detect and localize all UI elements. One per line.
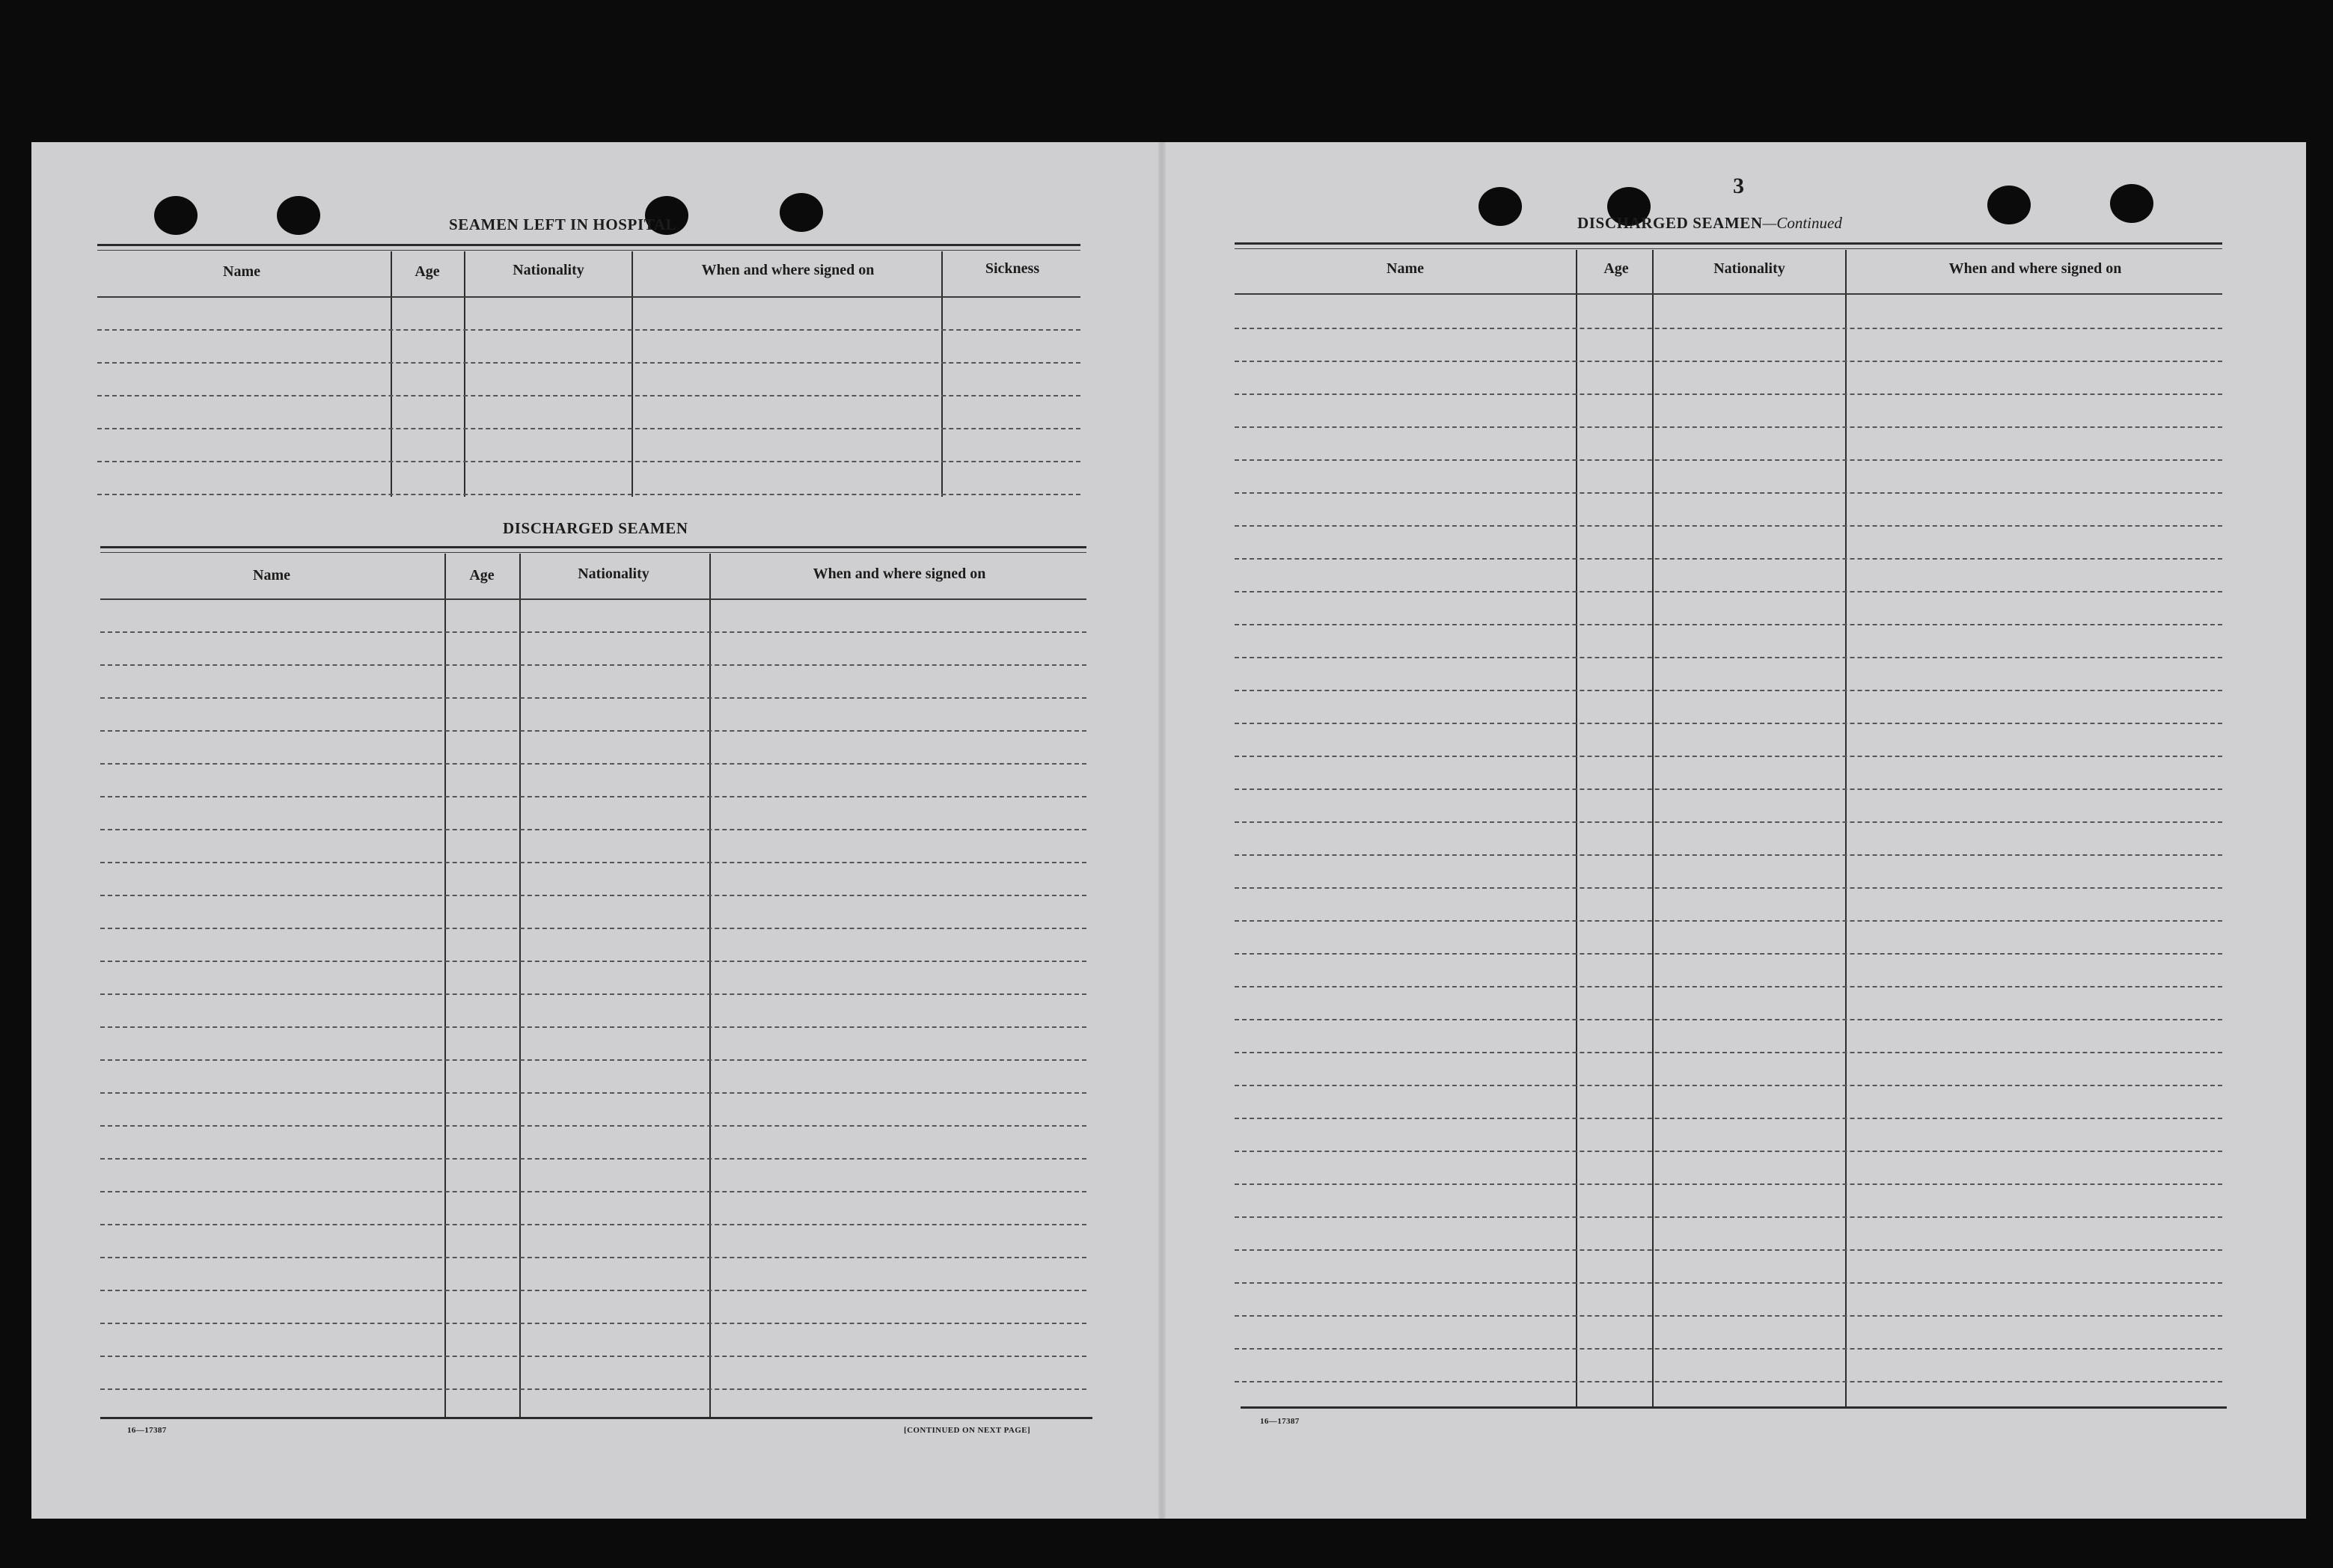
continued-section-title-main: DISCHARGED SEAMEN bbox=[1577, 214, 1763, 232]
ruled-line bbox=[97, 494, 1080, 495]
ruled-line bbox=[100, 1290, 1086, 1291]
ruled-line bbox=[1235, 1315, 2222, 1317]
hospital-divider bbox=[632, 251, 633, 497]
ruled-line bbox=[1235, 1381, 2222, 1382]
ruled-line bbox=[1235, 328, 2222, 329]
ruled-line bbox=[100, 1224, 1086, 1225]
ruled-line bbox=[97, 395, 1080, 396]
ruled-line bbox=[1235, 756, 2222, 757]
discharged-col-name: Name bbox=[253, 567, 290, 584]
continued-col-signed-on: When and where signed on bbox=[1948, 260, 2122, 277]
ruled-line bbox=[97, 362, 1080, 364]
ruled-line bbox=[100, 1092, 1086, 1094]
hospital-section-title: SEAMEN LEFT IN HOSPITAL bbox=[449, 215, 677, 233]
page-fold bbox=[1158, 142, 1166, 1519]
ruled-line bbox=[100, 1356, 1086, 1357]
ruled-line bbox=[1235, 1249, 2222, 1251]
ruled-line bbox=[1235, 459, 2222, 461]
hospital-header-rule bbox=[97, 296, 1080, 298]
ruled-line bbox=[100, 895, 1086, 896]
continued-bottom-rule bbox=[1241, 1406, 2227, 1409]
discharged-divider bbox=[444, 554, 446, 1417]
ruled-line bbox=[100, 1257, 1086, 1258]
ruled-line bbox=[100, 664, 1086, 666]
ruled-line bbox=[1235, 624, 2222, 625]
continued-col-name: Name bbox=[1386, 260, 1424, 277]
punch-hole bbox=[1479, 187, 1522, 226]
hospital-divider bbox=[941, 251, 943, 497]
hospital-col-sickness: Sickness bbox=[985, 260, 1040, 277]
discharged-top-rule-thin bbox=[100, 552, 1086, 553]
punch-hole bbox=[1987, 186, 2031, 224]
punch-hole bbox=[277, 196, 320, 235]
ruled-line bbox=[1235, 1019, 2222, 1020]
hospital-col-nationality: Nationality bbox=[513, 262, 584, 278]
right-form-number: 16—17387 bbox=[1260, 1417, 1300, 1426]
discharged-col-age: Age bbox=[469, 567, 495, 584]
discharged-top-rule bbox=[100, 546, 1086, 548]
ruled-line bbox=[1235, 1085, 2222, 1086]
ruled-line bbox=[1235, 854, 2222, 856]
ruled-line bbox=[100, 993, 1086, 995]
ruled-line bbox=[1235, 657, 2222, 658]
ruled-line bbox=[100, 763, 1086, 765]
ruled-line bbox=[97, 461, 1080, 462]
page-number: 3 bbox=[1733, 174, 1744, 198]
ruled-line bbox=[1235, 1118, 2222, 1119]
ruled-line bbox=[100, 1158, 1086, 1160]
ruled-line bbox=[1235, 887, 2222, 889]
hospital-col-age: Age bbox=[415, 263, 440, 280]
ruled-line bbox=[100, 796, 1086, 797]
ruled-line bbox=[100, 1125, 1086, 1127]
discharged-header-rule bbox=[100, 598, 1086, 600]
discharged-bottom-rule bbox=[100, 1417, 1092, 1419]
ruled-line bbox=[1235, 1282, 2222, 1284]
ruled-line bbox=[1235, 426, 2222, 428]
ruled-line bbox=[1235, 1216, 2222, 1218]
discharged-divider bbox=[519, 554, 521, 1417]
ruled-line bbox=[1235, 953, 2222, 955]
ruled-line bbox=[1235, 361, 2222, 362]
ruled-line bbox=[100, 961, 1086, 962]
ruled-line bbox=[1235, 723, 2222, 724]
ruled-line bbox=[1235, 788, 2222, 790]
hospital-divider bbox=[464, 251, 465, 497]
ruled-line bbox=[1235, 1151, 2222, 1152]
ruled-line bbox=[97, 428, 1080, 429]
ruled-line bbox=[1235, 986, 2222, 987]
continued-header-rule bbox=[1235, 293, 2222, 295]
hospital-divider bbox=[391, 251, 392, 497]
continued-col-age: Age bbox=[1603, 260, 1629, 277]
discharged-col-nationality: Nationality bbox=[578, 566, 649, 582]
continued-section-title bbox=[1577, 214, 1842, 233]
hospital-top-rule-thin bbox=[97, 250, 1080, 251]
ruled-line bbox=[100, 1323, 1086, 1324]
ruled-line bbox=[1235, 525, 2222, 527]
ruled-line bbox=[1235, 1348, 2222, 1350]
ruled-line bbox=[1235, 821, 2222, 823]
continued-top-rule bbox=[1235, 242, 2222, 245]
continued-col-nationality: Nationality bbox=[1713, 260, 1785, 277]
ruled-line bbox=[100, 631, 1086, 633]
ruled-line bbox=[100, 829, 1086, 830]
ruled-line bbox=[97, 329, 1080, 331]
ruled-line bbox=[100, 1191, 1086, 1192]
continued-top-rule-thin bbox=[1235, 248, 2222, 249]
hospital-col-signed-on: When and where signed on bbox=[701, 262, 875, 278]
continued-divider bbox=[1845, 250, 1847, 1408]
ruled-line bbox=[1235, 393, 2222, 395]
punch-hole bbox=[2110, 184, 2153, 223]
discharged-col-signed-on: When and where signed on bbox=[813, 566, 986, 582]
continued-note: [CONTINUED ON NEXT PAGE] bbox=[904, 1426, 1031, 1435]
discharged-divider bbox=[709, 554, 711, 1417]
ruled-line bbox=[100, 1059, 1086, 1061]
ruled-line bbox=[1235, 920, 2222, 922]
hospital-col-name: Name bbox=[223, 263, 260, 280]
ruled-line bbox=[1235, 1052, 2222, 1053]
ruled-line bbox=[100, 730, 1086, 732]
ruled-line bbox=[100, 697, 1086, 699]
continued-divider bbox=[1576, 250, 1577, 1408]
continued-section-title-suffix: —Continued bbox=[1762, 214, 1842, 232]
discharged-section-title: DISCHARGED SEAMEN bbox=[503, 519, 688, 537]
continued-divider bbox=[1652, 250, 1654, 1408]
punch-hole bbox=[154, 196, 198, 235]
ruled-line bbox=[100, 1026, 1086, 1028]
ruled-line bbox=[100, 862, 1086, 863]
ruled-line bbox=[1235, 690, 2222, 691]
ruled-line bbox=[1235, 1183, 2222, 1185]
ruled-line bbox=[1235, 591, 2222, 592]
hospital-top-rule bbox=[97, 244, 1080, 246]
ruled-line bbox=[1235, 558, 2222, 560]
ruled-line bbox=[100, 928, 1086, 929]
punch-hole bbox=[780, 193, 823, 232]
ruled-line bbox=[1235, 492, 2222, 494]
ruled-line bbox=[100, 1388, 1086, 1390]
left-form-number: 16—17387 bbox=[127, 1426, 167, 1435]
right-page bbox=[1163, 142, 2306, 1519]
left-page bbox=[31, 142, 1163, 1519]
